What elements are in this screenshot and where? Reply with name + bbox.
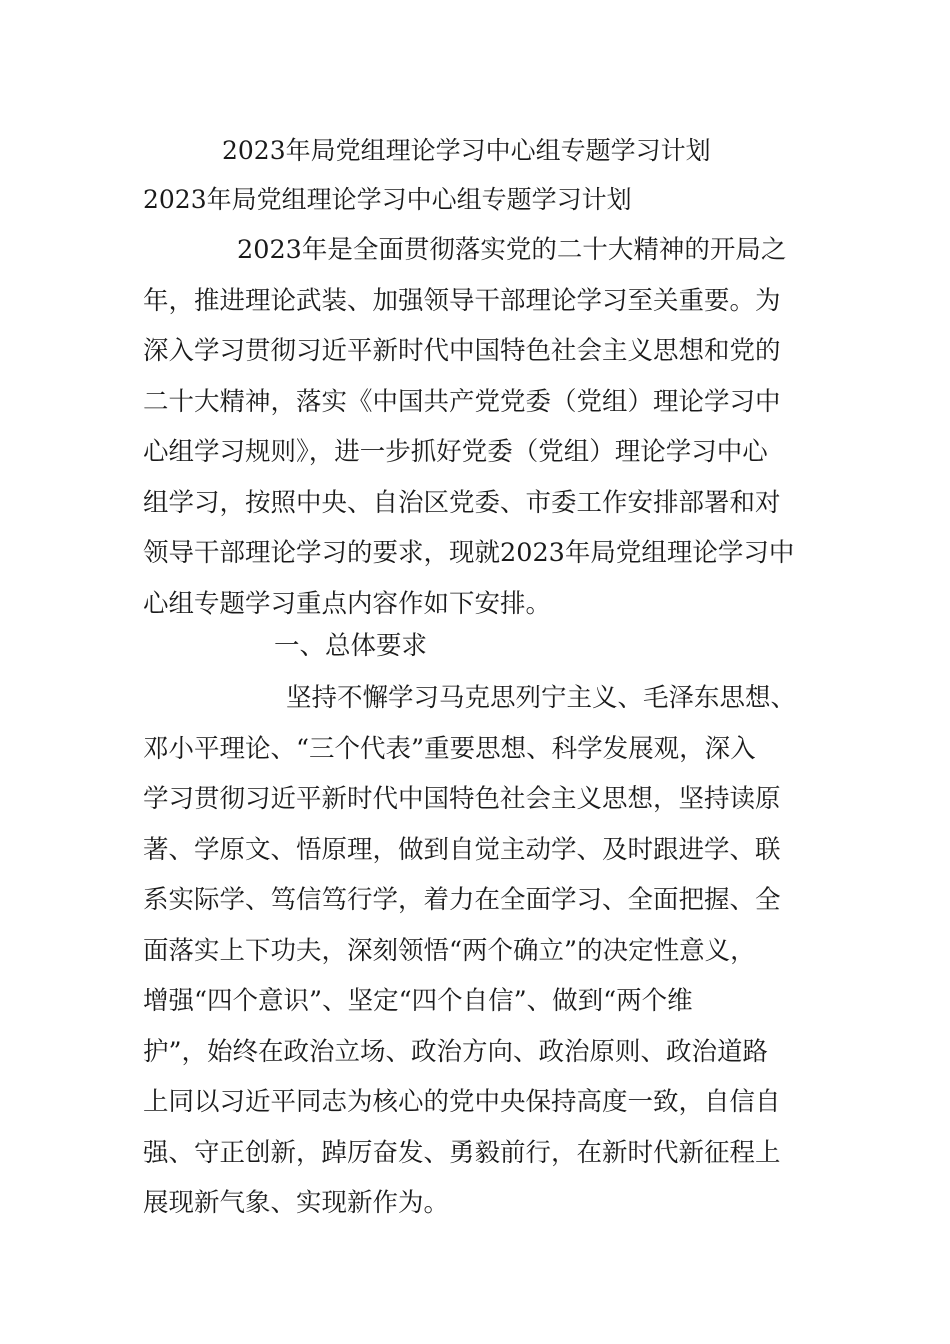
paragraph-line: 年，推进理论武装、加强领导干部理论学习至关重要。为 [143,285,781,316]
document-subtitle: 2023年局党组理论学习中心组专题学习计划 [143,185,632,214]
paragraph-line: 二十大精神，落实《中国共产党党委（党组）理论学习中 [143,386,781,417]
paragraph-line: 面落实上下功夫，深刻领悟“两个确立”的决定性意义， [143,935,756,966]
document-title: 2023年局党组理论学习中心组专题学习计划 [222,136,711,165]
paragraph-line: 心组专题学习重点内容作如下安排。 [143,588,552,619]
paragraph-line: 系实际学、笃信笃行学，着力在全面学习、全面把握、全 [143,885,781,915]
paragraph-line: 领导干部理论学习的要求，现就2023年局党组理论学习中 [143,538,795,568]
paragraph-line: 学习贯彻习近平新时代中国特色社会主义思想，坚持读原 [143,784,781,814]
section-heading [143,621,808,672]
paragraph-line: 2023年是全面贯彻落实党的二十大精神的开局之 [237,235,787,265]
paragraph-line: 上同以习近平同志为核心的党中央保持高度一致，自信自 [143,1087,781,1117]
requirements-paragraph [143,673,808,1229]
paragraph-line: 著、学原文、悟原理，做到自觉主动学、及时跟进学、联 [143,834,781,865]
section-heading-text: 一、总体要求 [274,631,428,661]
paragraph-line: 深入学习贯彻习近平新时代中国特色社会主义思想和党的 [143,336,781,366]
paragraph-line: 护”，始终在政治立场、政治方向、政治原则、政治道路 [143,1036,769,1067]
paragraph-line: 坚持不懈学习马克思列宁主义、毛泽东思想、 [286,683,797,713]
paragraph-line: 强、守正创新，踔厉奋发、勇毅前行，在新时代新征程上 [143,1137,781,1168]
paragraph-line: 心组学习规则》，进一步抓好党委（党组）理论学习中心 [143,437,768,467]
paragraph-line: 组学习，按照中央、自治区党委、市委工作安排部署和对 [143,487,781,518]
intro-paragraph [143,225,808,629]
paragraph-line: 邓小平理论、“三个代表”重要思想、科学发展观，深入 [143,733,756,764]
paragraph-line: 增强“四个意识”、坚定“四个自信”、做到“两个维 [143,986,693,1016]
paragraph-line: 展现新气象、实现新作为。 [143,1188,450,1218]
